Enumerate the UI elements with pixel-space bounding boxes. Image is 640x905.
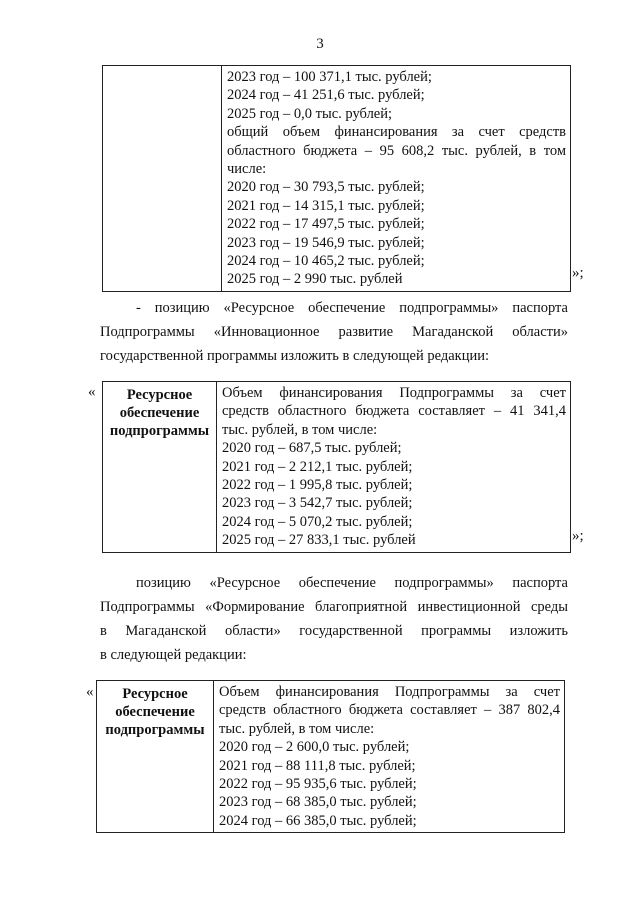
funding-line: 2023 год – 3 542,7 тыс. рублей; bbox=[222, 495, 413, 512]
paragraph-line: Подпрограммы «Инновационное развитие Магаданской области» bbox=[100, 324, 568, 340]
funding-line: тыс. рублей, в том числе: bbox=[219, 720, 375, 737]
funding-line: тыс. рублей, в том числе: bbox=[222, 421, 378, 438]
funding-line: 2020 год – 2 600,0 тыс. рублей; bbox=[219, 739, 410, 756]
closing-quote-mark: »; bbox=[572, 265, 584, 281]
page-number: 3 bbox=[316, 36, 324, 52]
funding-line: средств областного бюджета составляет – 387 802,4 bbox=[219, 702, 560, 719]
funding-line: 2022 год – 95 935,6 тыс. рублей; bbox=[219, 776, 417, 793]
label-line: подпрограммы bbox=[105, 722, 205, 738]
instruction-paragraph-2 bbox=[100, 571, 568, 667]
funding-line: 2025 год – 0,0 тыс. рублей; bbox=[227, 105, 393, 122]
funding-line: 2024 год – 41 251,6 тыс. рублей; bbox=[227, 87, 425, 104]
funding-line: 2021 год – 14 315,1 тыс. рублей; bbox=[227, 197, 425, 214]
label-line: Ресурсное bbox=[122, 686, 188, 702]
funding-line: 2025 год – 2 990 тыс. рублей bbox=[227, 271, 403, 288]
paragraph-line: в Магаданской области» государственной программы изложить bbox=[100, 623, 568, 639]
resource-table-investment bbox=[96, 680, 565, 833]
resource-label-cell bbox=[97, 681, 214, 833]
funding-line: 2024 год – 5 070,2 тыс. рублей; bbox=[222, 513, 413, 530]
label-cell-empty bbox=[103, 66, 222, 292]
resource-table-innovation bbox=[102, 381, 571, 553]
funding-details-cell bbox=[222, 66, 571, 292]
paragraph-line: - позицию «Ресурсное обеспечение подпрограммы» паспорта bbox=[136, 300, 568, 316]
funding-table-continuation bbox=[102, 65, 571, 292]
funding-line: 2023 год – 19 546,9 тыс. рублей; bbox=[227, 234, 425, 251]
closing-quote-mark: »; bbox=[572, 528, 584, 544]
funding-line: 2024 год – 10 465,2 тыс. рублей; bbox=[227, 253, 425, 270]
funding-line: общий объем финансирования за счет средств bbox=[227, 124, 566, 141]
opening-quote-mark: « bbox=[86, 684, 94, 700]
label-line: Ресурсное bbox=[126, 387, 193, 403]
label-line: обеспечение bbox=[119, 405, 200, 421]
funding-line: числе: bbox=[227, 161, 267, 178]
funding-line: 2024 год – 66 385,0 тыс. рублей; bbox=[219, 812, 417, 829]
funding-line: 2022 год – 1 995,8 тыс. рублей; bbox=[222, 477, 413, 494]
paragraph-line: государственной программы изложить в следующей редакции: bbox=[100, 348, 490, 364]
funding-line: средств областного бюджета составляет – 41 341,4 bbox=[222, 403, 566, 420]
funding-line: 2025 год – 27 833,1 тыс. рублей bbox=[222, 532, 416, 549]
paragraph-line: в следующей редакции: bbox=[100, 647, 247, 663]
resource-label-cell bbox=[103, 382, 217, 553]
opening-quote-mark: « bbox=[88, 384, 96, 400]
funding-line: Объем финансирования Подпрограммы за счет bbox=[219, 684, 560, 700]
funding-line: 2021 год – 2 212,1 тыс. рублей; bbox=[222, 458, 413, 475]
funding-line: 2023 год – 100 371,1 тыс. рублей; bbox=[227, 69, 432, 85]
label-line: подпрограммы bbox=[109, 423, 210, 439]
funding-line: 2023 год – 68 385,0 тыс. рублей; bbox=[219, 794, 417, 811]
instruction-paragraph-1 bbox=[100, 296, 568, 368]
funding-line: 2022 год – 17 497,5 тыс. рублей; bbox=[227, 216, 425, 233]
funding-line: 2021 год – 88 111,8 тыс. рублей; bbox=[219, 757, 416, 774]
funding-line: 2020 год – 30 793,5 тыс. рублей; bbox=[227, 179, 425, 196]
funding-line: областного бюджета – 95 608,2 тыс. рублей, в том bbox=[227, 142, 566, 159]
funding-line: Объем финансирования Подпрограммы за счет bbox=[222, 385, 566, 401]
paragraph-line: Подпрограммы «Формирование благоприятной инвестиционной среды bbox=[100, 599, 568, 615]
funding-details-cell bbox=[217, 382, 571, 553]
funding-details-cell bbox=[214, 681, 565, 833]
label-line: обеспечение bbox=[115, 704, 195, 720]
paragraph-line: позицию «Ресурсное обеспечение подпрограммы» паспорта bbox=[136, 575, 568, 591]
funding-line: 2020 год – 687,5 тыс. рублей; bbox=[222, 440, 402, 457]
